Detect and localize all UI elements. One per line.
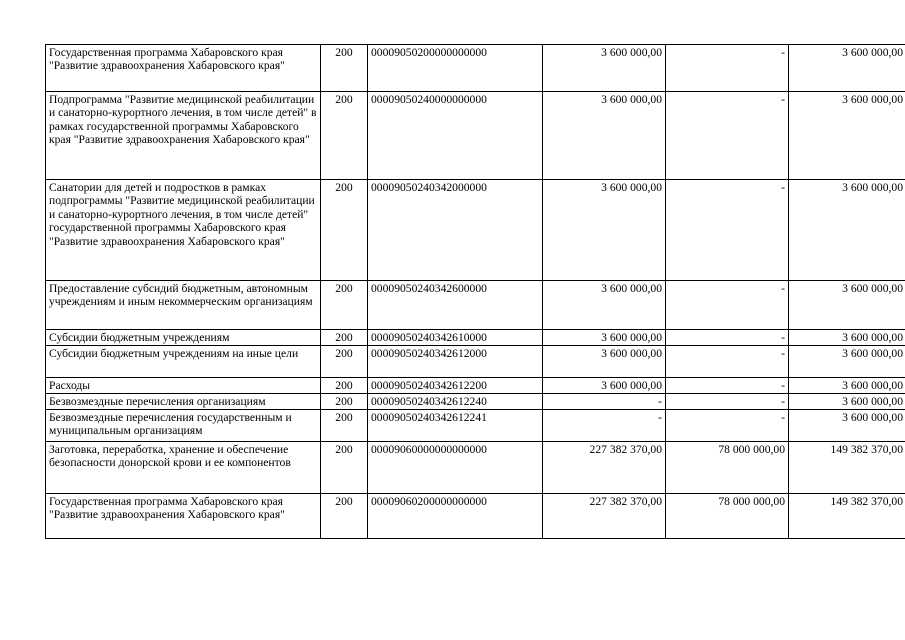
- row-unexecuted: 3 600 000,00: [789, 45, 905, 92]
- row-executed: -: [666, 378, 789, 394]
- row-kbk: 00009050240342610000: [368, 330, 543, 346]
- row-executed: 78 000 000,00: [666, 442, 789, 494]
- row-kbk: 00009050240342612241: [368, 410, 543, 442]
- row-unexecuted: 3 600 000,00: [789, 410, 905, 442]
- row-kbk: 00009050240342612000: [368, 346, 543, 378]
- row-name: Субсидии бюджетным учреждениям: [46, 330, 321, 346]
- row-approved: 3 600 000,00: [543, 45, 666, 92]
- row-code: 200: [321, 45, 368, 92]
- row-kbk: 00009060200000000000: [368, 494, 543, 539]
- row-code: 200: [321, 346, 368, 378]
- row-code: 200: [321, 330, 368, 346]
- budget-table: [45, 44, 905, 539]
- row-approved: -: [543, 394, 666, 410]
- table-row: [46, 281, 905, 330]
- row-name: Безвозмездные перечисления государственным и муниципальным организациям: [46, 410, 321, 442]
- row-executed: -: [666, 92, 789, 180]
- row-unexecuted: 3 600 000,00: [789, 330, 905, 346]
- row-kbk: 00009060000000000000: [368, 442, 543, 494]
- row-code: 200: [321, 494, 368, 539]
- row-executed: -: [666, 346, 789, 378]
- row-code: 200: [321, 92, 368, 180]
- row-name: Субсидии бюджетным учреждениям на иные цели: [46, 346, 321, 378]
- row-unexecuted: 149 382 370,00: [789, 442, 905, 494]
- row-kbk: 00009050240342612200: [368, 378, 543, 394]
- row-code: 200: [321, 442, 368, 494]
- row-kbk: 00009050240342600000: [368, 281, 543, 330]
- row-name: Предоставление субсидий бюджетным, автономным учреждениям и иным некоммерческим организациям: [46, 281, 321, 330]
- table-row: [46, 180, 905, 281]
- row-code: 200: [321, 378, 368, 394]
- table-row: [46, 494, 905, 539]
- row-approved: 227 382 370,00: [543, 494, 666, 539]
- row-executed: -: [666, 180, 789, 281]
- table-row: [46, 45, 905, 92]
- row-approved: 3 600 000,00: [543, 346, 666, 378]
- table-row: [46, 378, 905, 394]
- row-unexecuted: 3 600 000,00: [789, 346, 905, 378]
- row-unexecuted: 3 600 000,00: [789, 394, 905, 410]
- row-name: Безвозмездные перечисления организациям: [46, 394, 321, 410]
- row-unexecuted: 3 600 000,00: [789, 92, 905, 180]
- row-name: Санатории для детей и подростков в рамках подпрограммы "Развитие медицинской реабилитации и санаторно-курортного лечения, в том числе детей" государственной программы Хабаровского края "Развитие здравоохранения Хабаровского края": [46, 180, 321, 281]
- table-row: [46, 394, 905, 410]
- row-approved: 3 600 000,00: [543, 281, 666, 330]
- row-kbk: 00009050200000000000: [368, 45, 543, 92]
- row-executed: -: [666, 410, 789, 442]
- row-approved: -: [543, 410, 666, 442]
- row-name: Расходы: [46, 378, 321, 394]
- table-row: [46, 330, 905, 346]
- row-kbk: 00009050240000000000: [368, 92, 543, 180]
- row-approved: 3 600 000,00: [543, 180, 666, 281]
- row-unexecuted: 3 600 000,00: [789, 378, 905, 394]
- row-unexecuted: 149 382 370,00: [789, 494, 905, 539]
- row-code: 200: [321, 180, 368, 281]
- row-executed: -: [666, 394, 789, 410]
- row-code: 200: [321, 410, 368, 442]
- table-row: [46, 346, 905, 378]
- row-code: 200: [321, 281, 368, 330]
- row-name: Государственная программа Хабаровского края "Развитие здравоохранения Хабаровского края": [46, 45, 321, 92]
- row-name: Подпрограмма "Развитие медицинской реабилитации и санаторно-курортного лечения, в том числе детей" в рамках государственной программы Хабаровского края "Развитие здравоохранения Хабаровского края": [46, 92, 321, 180]
- row-approved: 227 382 370,00: [543, 442, 666, 494]
- table-row: [46, 410, 905, 442]
- row-approved: 3 600 000,00: [543, 330, 666, 346]
- row-executed: -: [666, 45, 789, 92]
- row-unexecuted: 3 600 000,00: [789, 180, 905, 281]
- row-approved: 3 600 000,00: [543, 378, 666, 394]
- row-approved: 3 600 000,00: [543, 92, 666, 180]
- row-executed: -: [666, 281, 789, 330]
- row-unexecuted: 3 600 000,00: [789, 281, 905, 330]
- row-kbk: 00009050240342000000: [368, 180, 543, 281]
- table-row: [46, 442, 905, 494]
- row-name: Заготовка, переработка, хранение и обеспечение безопасности донорской крови и ее компонентов: [46, 442, 321, 494]
- row-executed: 78 000 000,00: [666, 494, 789, 539]
- row-kbk: 00009050240342612240: [368, 394, 543, 410]
- row-executed: -: [666, 330, 789, 346]
- row-name: Государственная программа Хабаровского края "Развитие здравоохранения Хабаровского края": [46, 494, 321, 539]
- row-code: 200: [321, 394, 368, 410]
- table-row: [46, 92, 905, 180]
